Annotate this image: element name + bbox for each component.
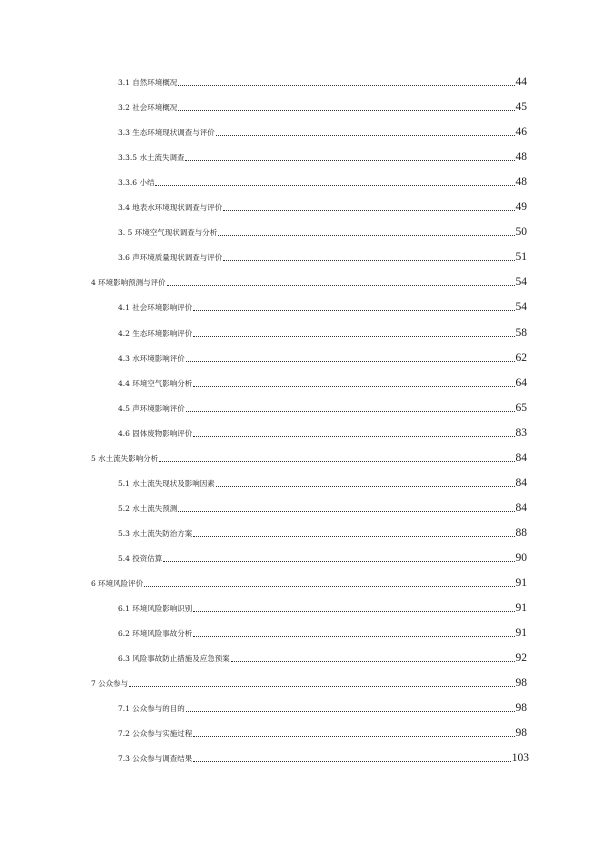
toc-page-number: 48 xyxy=(515,176,527,189)
toc-section-entry[interactable] xyxy=(0,148,595,164)
toc-entry-label: 3.4 地表水环境现状调查与评价 xyxy=(118,203,223,213)
toc-page-number: 65 xyxy=(515,401,527,414)
toc-page-number: 51 xyxy=(515,251,527,264)
dot-leader xyxy=(193,336,514,337)
dot-leader xyxy=(178,110,514,111)
toc-section-entry[interactable] xyxy=(0,198,595,214)
toc-page-number: 84 xyxy=(515,501,527,514)
dot-leader xyxy=(186,711,515,712)
toc-entry-label: 5.2 水土流失预测 xyxy=(118,503,178,513)
toc-entry-label: 7 公众参与 xyxy=(91,679,129,689)
dot-leader xyxy=(223,210,514,211)
dot-leader xyxy=(223,260,514,261)
dot-leader xyxy=(185,160,514,161)
toc-page-number: 54 xyxy=(515,301,527,314)
toc-page-number: 90 xyxy=(515,551,527,564)
toc-entry-label: 7.2 公众参与实施过程 xyxy=(118,729,193,739)
toc-section-entry[interactable] xyxy=(0,248,595,264)
toc-chapter-entry[interactable] xyxy=(0,574,595,590)
toc-section-entry[interactable] xyxy=(0,474,595,490)
toc-entry-label: 6.1 环境风险影响识别 xyxy=(118,604,193,614)
dot-leader xyxy=(186,361,515,362)
toc-page-number: 88 xyxy=(515,526,527,539)
toc-page-number: 84 xyxy=(515,476,527,489)
toc-page-number: 62 xyxy=(515,351,527,364)
toc-entry-label: 4.6 固体废物影响评价 xyxy=(118,428,193,438)
dot-leader xyxy=(193,761,510,762)
toc-entry-label: 5 水土流失影响分析 xyxy=(91,453,159,463)
toc-section-entry[interactable] xyxy=(0,599,595,615)
toc-page-number: 44 xyxy=(515,76,527,88)
toc-page-number: 98 xyxy=(515,727,527,740)
toc-page-number: 45 xyxy=(515,101,527,114)
toc-entry-label: 3.6 声环境质量现状调查与评价 xyxy=(118,253,223,263)
dot-leader xyxy=(178,511,514,512)
toc-entry-label: 3.3.6 小结 xyxy=(118,178,155,188)
dot-leader xyxy=(193,536,514,537)
dot-leader xyxy=(193,636,514,637)
dot-leader xyxy=(163,561,514,562)
toc-section-entry[interactable] xyxy=(0,73,595,89)
toc-section-entry[interactable] xyxy=(0,298,595,314)
toc-section-entry[interactable] xyxy=(0,223,595,239)
toc-section-entry[interactable] xyxy=(0,374,595,390)
dot-leader xyxy=(193,611,514,612)
toc-section-entry[interactable] xyxy=(0,424,595,440)
toc-entry-label: 3.1 自然环境概况 xyxy=(118,78,178,87)
dot-leader xyxy=(193,310,514,311)
toc-page-number: 103 xyxy=(511,752,529,765)
toc-entry-label: 3.3.5 水土流失调查 xyxy=(118,153,185,163)
dot-leader xyxy=(216,486,515,487)
toc-section-entry[interactable] xyxy=(0,98,595,114)
toc-page-number: 58 xyxy=(515,326,527,339)
toc-page-number: 98 xyxy=(515,677,527,690)
dot-leader xyxy=(193,736,514,737)
toc-entry-label: 4 环境影响预测与评价 xyxy=(91,278,166,288)
toc-entry-label: 3.2 社会环境概况 xyxy=(118,103,178,113)
toc-entry-label: 7.3 公众参与调查结果 xyxy=(118,754,193,764)
dot-leader xyxy=(129,686,514,687)
toc-page-number: 48 xyxy=(515,151,527,164)
toc-page-number: 49 xyxy=(515,201,527,214)
toc-page-number: 91 xyxy=(515,602,527,615)
dot-leader xyxy=(159,461,514,462)
dot-leader xyxy=(178,85,514,86)
toc-section-entry[interactable] xyxy=(0,499,595,515)
toc-page-number: 92 xyxy=(515,652,527,665)
dot-leader xyxy=(216,135,515,136)
dot-leader xyxy=(218,235,514,236)
dot-leader xyxy=(167,285,515,286)
toc-page-number: 91 xyxy=(515,627,527,640)
toc-section-entry[interactable] xyxy=(0,749,595,765)
toc-section-entry[interactable] xyxy=(0,399,595,415)
toc-section-entry[interactable] xyxy=(0,123,595,139)
toc-entry-label: 3.3 生态环境现状调查与评价 xyxy=(118,128,215,138)
toc-chapter-entry[interactable] xyxy=(0,674,595,690)
toc-section-entry[interactable] xyxy=(0,173,595,189)
toc-section-entry[interactable] xyxy=(0,624,595,640)
dot-leader xyxy=(231,661,515,662)
toc-section-entry[interactable] xyxy=(0,524,595,540)
toc-entry-label: 5.3 水土流失防治方案 xyxy=(118,528,193,538)
toc-chapter-entry[interactable] xyxy=(0,273,595,289)
dot-leader xyxy=(186,411,515,412)
toc-page-number: 64 xyxy=(515,376,527,389)
toc-entry-label: 4.3 水环境影响评价 xyxy=(118,353,185,363)
dot-leader xyxy=(144,586,514,587)
toc-entry-label: 6.3 风险事故防止措施及应急预案 xyxy=(118,654,230,664)
toc-entry-label: 6.2 环境风险事故分析 xyxy=(118,629,193,639)
toc-page-number: 50 xyxy=(515,226,527,239)
toc-section-entry[interactable] xyxy=(0,724,595,740)
toc-entry-label: 3. 5 环境空气现状调查与分析 xyxy=(118,228,218,238)
toc-page-number: 46 xyxy=(515,126,527,139)
toc-entry-label: 7.1 公众参与的目的 xyxy=(118,704,185,714)
toc-section-entry[interactable] xyxy=(0,699,595,715)
toc-page-number: 84 xyxy=(515,451,527,464)
toc-page-number: 91 xyxy=(515,577,527,589)
toc-page-number: 98 xyxy=(515,702,527,715)
toc-section-entry[interactable] xyxy=(0,349,595,365)
toc-section-entry[interactable] xyxy=(0,649,595,665)
toc-entry-label: 4.5 声环境影响评价 xyxy=(118,403,185,413)
toc-chapter-entry[interactable] xyxy=(0,449,595,465)
toc-entry-label: 4.1 社会环境影响评价 xyxy=(118,303,193,313)
dot-leader xyxy=(193,386,514,387)
toc-page-number: 54 xyxy=(515,276,527,289)
toc-entry-label: 4.2 生态环境影响评价 xyxy=(118,328,193,338)
dot-leader xyxy=(193,436,514,437)
toc-entry-label: 4.4 环境空气影响分析 xyxy=(118,378,193,388)
toc-entry-label: 5.4 投资估算 xyxy=(118,553,163,563)
toc-section-entry[interactable] xyxy=(0,549,595,565)
toc-entry-label: 6 环境风险评价 xyxy=(91,579,144,588)
dot-leader xyxy=(155,185,514,186)
toc-entry-label: 5.1 水土流失现状及影响因素 xyxy=(118,478,215,488)
toc-section-entry[interactable] xyxy=(0,324,595,340)
toc-page-number: 83 xyxy=(515,426,527,439)
